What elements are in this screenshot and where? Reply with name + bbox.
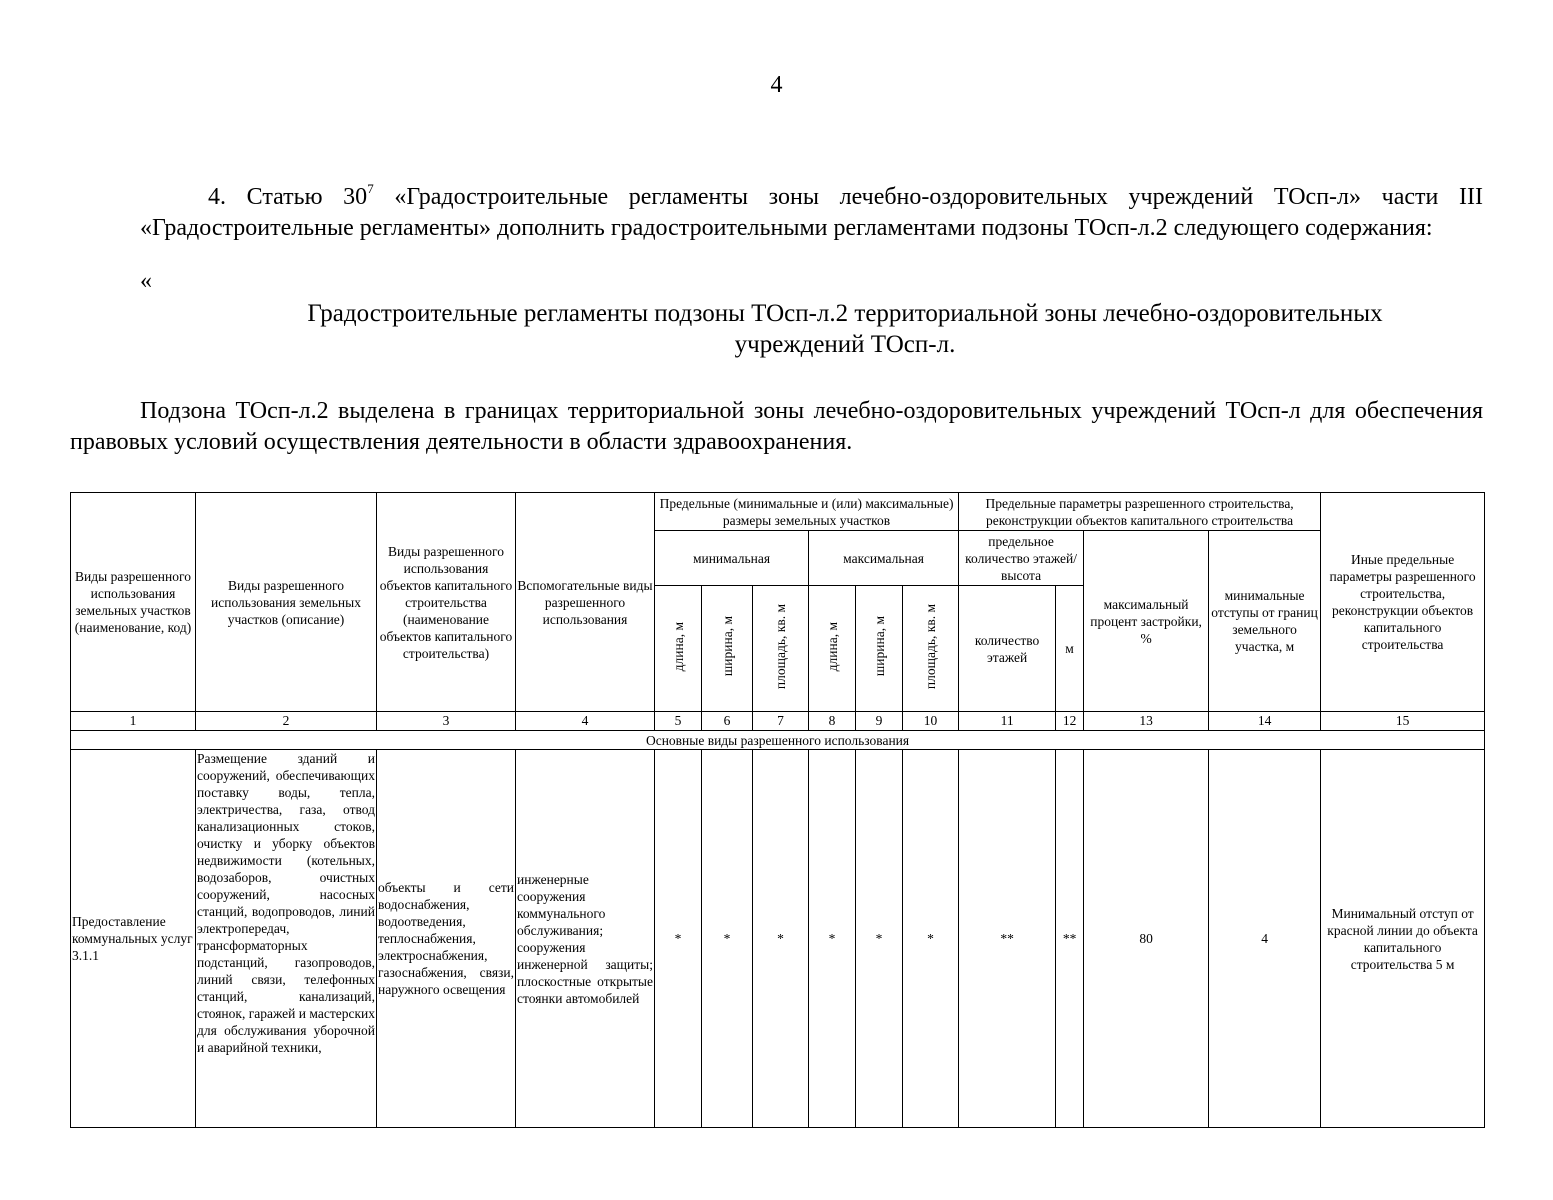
- row-max-area: *: [903, 750, 959, 1128]
- row-min-length: *: [655, 750, 702, 1128]
- column-number: 2: [196, 712, 377, 731]
- row-min-setback: 4: [1209, 750, 1321, 1128]
- header-min-area: [753, 586, 809, 712]
- column-number: 6: [702, 712, 753, 731]
- header-max-area-label: площадь, кв. м: [923, 603, 939, 690]
- header-land-use-name: Виды разрешенного использования земельных участков (наименование, код): [71, 493, 196, 712]
- row-auxiliary-uses: инженерные сооружения коммунального обслуживания; сооружения инженерной защиты; плоскостные открытые стоянки автомобилей: [516, 750, 655, 1128]
- header-land-use-description: Виды разрешенного использования земельных участков (описание): [196, 493, 377, 712]
- regulations-table: [70, 492, 1485, 1128]
- row-land-use-name: Предоставление коммунальных услуг 3.1.1: [71, 750, 196, 1128]
- row-max-width: *: [856, 750, 903, 1128]
- column-number: 8: [809, 712, 856, 731]
- column-numbers-row: [71, 712, 1485, 731]
- row-min-width: *: [702, 750, 753, 1128]
- row-description-text: Размещение зданий и сооружений, обеспечивающих поставку воды, тепла, электричества, газа, отвод канализационных стоков, очистку и уборку объектов недвижимости (котельных, водозаборов, очистных сооружений, насосных станций, водопроводов, линий электропередач, трансформаторных подстанций, газопроводов, линий связи, телефонных станций, канализаций, стоянок, гаражей и мастерских для обслуживания уборочной и аварийной техники,: [197, 751, 375, 1055]
- page-number: 4: [770, 72, 783, 98]
- row-max-percent: 80: [1084, 750, 1209, 1128]
- column-number: 15: [1321, 712, 1485, 731]
- row-floors: **: [959, 750, 1056, 1128]
- column-number: 12: [1056, 712, 1084, 731]
- header-minimal: минимальная: [655, 531, 809, 586]
- header-maximal: максимальная: [809, 531, 959, 586]
- opening-quote: «: [140, 268, 152, 294]
- column-number: 5: [655, 712, 702, 731]
- subzone-description: Подзона ТОсп-л.2 выделена в границах территориальной зоны лечебно-оздоровительных учреждений ТОсп-л для обеспечения правовых условий осуществления деятельности в области здравоохранения.: [70, 398, 1483, 455]
- row-height: **: [1056, 750, 1084, 1128]
- header-auxiliary-uses: Вспомогательные виды разрешенного использования: [516, 493, 655, 712]
- header-min-length: [655, 586, 702, 712]
- header-min-length-label: длина, м: [670, 621, 686, 672]
- column-number: 11: [959, 712, 1056, 731]
- amendment-body: «Градостроительные регламенты зоны лечебно-оздоровительных учреждений ТОсп-л» части III «Градостроительные регламенты» дополнить градостроительными регламентами подзоны ТОсп-л.2 следующего содержания:: [140, 184, 1483, 241]
- header-floors-height: предельное количество этажей/высота: [959, 531, 1084, 586]
- header-max-length-label: длина, м: [824, 621, 840, 672]
- header-max-percent: максимальный процент застройки, %: [1084, 531, 1209, 712]
- header-min-area-label: площадь, кв. м: [773, 603, 788, 690]
- row-max-length: *: [809, 750, 856, 1128]
- header-max-width-label: ширина, м: [871, 616, 887, 677]
- header-floors-count: количество этажей: [959, 586, 1056, 712]
- header-min-width: [702, 586, 753, 712]
- header-meters: м: [1056, 586, 1084, 712]
- amendment-paragraph: [140, 173, 1483, 244]
- column-number: 3: [377, 712, 516, 731]
- amendment-intro: 4. Статью 30: [208, 184, 368, 210]
- column-number: 4: [516, 712, 655, 731]
- column-number: 9: [856, 712, 903, 731]
- article-superscript: 7: [367, 181, 374, 196]
- column-number: 1: [71, 712, 196, 731]
- header-min-width-label: ширина, м: [719, 616, 735, 677]
- header-max-area: [903, 586, 959, 712]
- column-number: 14: [1209, 712, 1321, 731]
- header-plot-sizes: Предельные (минимальные и (или) максимальные) размеры земельных участков: [655, 493, 959, 531]
- header-max-length: [809, 586, 856, 712]
- header-capital-objects: Виды разрешенного использования объектов капитального строительства (наименование объектов капитального строительства): [377, 493, 516, 712]
- column-number: 7: [753, 712, 809, 731]
- row-capital-objects: объекты и сети водоснабжения, водоотведения, теплоснабжения, электроснабжения, газоснабжения, связи, наружного освещения: [377, 750, 516, 1128]
- header-min-setback: минимальные отступы от границ земельного участка, м: [1209, 531, 1321, 712]
- header-other-params: Иные предельные параметры разрешенного строительства, реконструкции объектов капитального строительства: [1321, 493, 1485, 712]
- row-min-area: *: [753, 750, 809, 1128]
- section-heading: Градостроительные регламенты подзоны ТОсп-л.2 территориальной зоны лечебно-оздоровительных учреждений ТОсп-л.: [307, 300, 1383, 358]
- header-construction-params: Предельные параметры разрешенного строительства, реконструкции объектов капитального строительства: [959, 493, 1321, 531]
- column-number: 13: [1084, 712, 1209, 731]
- header-max-width: [856, 586, 903, 712]
- row-land-use-description: [196, 750, 377, 1128]
- table-row: [71, 750, 1485, 1128]
- column-number: 10: [903, 712, 959, 731]
- row-other-params: Минимальный отступ от красной линии до объекта капитального строительства 5 м: [1321, 750, 1485, 1128]
- section-title-main-uses: Основные виды разрешенного использования: [71, 731, 1485, 750]
